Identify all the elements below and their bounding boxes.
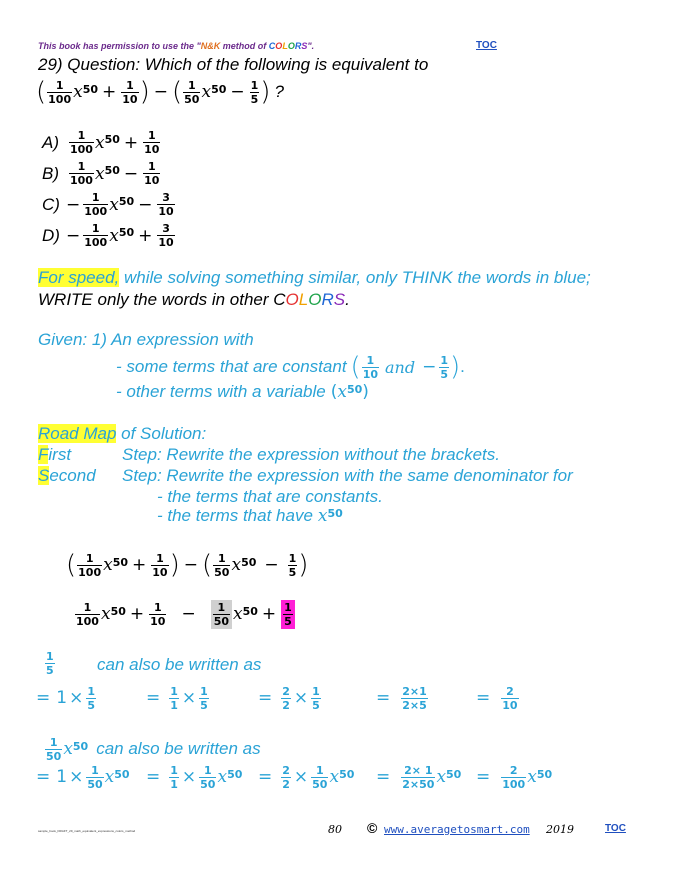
exponent: 50 xyxy=(104,133,120,146)
color-letter: R xyxy=(321,290,334,309)
write-text: WRITE only the words in other C xyxy=(38,290,286,309)
choice-letter: B) xyxy=(42,163,59,183)
choice-b[interactable] xyxy=(42,158,176,189)
operator: − xyxy=(138,194,153,215)
fraction: $\frac{1}{10}$ xyxy=(152,551,168,579)
footer-tiny-text: sample_book_DRAFT_29_math_equivalent_expressions_colors_method xyxy=(38,829,136,833)
variable-x: x xyxy=(94,132,105,153)
exponent: 50 xyxy=(327,506,343,520)
fraction: $\frac{3}{10}$ xyxy=(158,222,174,249)
paren: ( xyxy=(172,77,183,107)
rewrite2-step4: = $\frac{2\times 1}{2\times 50}$ x 50 xyxy=(376,763,462,791)
highlighted-fraction: $\frac{1}{5}$ xyxy=(281,600,295,629)
color-letter: O xyxy=(287,41,295,51)
variable-x: x xyxy=(337,382,347,402)
exponent: 50 xyxy=(346,382,363,396)
variable-x: x xyxy=(100,604,111,624)
rewrite2-step1: = 1 × $\frac{1}{50}$ x 50 xyxy=(36,763,130,791)
exponent: 50 xyxy=(112,555,129,569)
page-number: 80 xyxy=(328,823,342,836)
exponent: 50 xyxy=(72,739,89,753)
answer-choices xyxy=(42,127,176,251)
rewrite1-step1: = 1 × $\frac{1}{5}$ xyxy=(36,684,95,712)
roadmap-sub1: - the terms that are constants. xyxy=(157,487,383,506)
minus-sign: − xyxy=(181,604,196,624)
paren: ) xyxy=(139,77,150,107)
toc-link-bottom[interactable]: TOC xyxy=(605,823,626,834)
choice-c[interactable] xyxy=(42,189,176,220)
choice-letter: A) xyxy=(42,132,59,152)
work-line-2 xyxy=(74,597,296,631)
roadmap-title xyxy=(38,424,206,444)
rewrite1-step2: = $\frac{1}{1}$ × $\frac{1}{5}$ xyxy=(146,684,208,712)
fraction: $\frac{1}{5}$ xyxy=(250,78,259,106)
paren: ) xyxy=(450,352,461,382)
choice-d[interactable] xyxy=(42,220,176,251)
fraction: $\frac{1}{10}$ xyxy=(150,600,166,628)
variable-x: x xyxy=(201,82,212,102)
operator: + xyxy=(123,132,139,153)
work-line-1 xyxy=(66,548,308,582)
question-label: 29) Question: Which of the following is equivalent to xyxy=(38,55,429,74)
rewrite1-text: can also be written as xyxy=(97,655,262,674)
variable-x: x xyxy=(94,163,105,184)
paren: ) xyxy=(169,550,180,580)
second-rest: econd xyxy=(49,466,96,485)
color-letter: O xyxy=(308,290,322,309)
permission-prefix: This book has permission to use the " xyxy=(38,41,201,51)
variable-x: x xyxy=(63,739,73,759)
color-letter: L xyxy=(282,41,288,51)
rewrite2-steps xyxy=(36,760,656,794)
paren: ) xyxy=(260,77,271,107)
paren: ( xyxy=(350,352,361,382)
question-mark: ? xyxy=(274,82,284,101)
given-line-1: Given: 1) An expression with xyxy=(38,330,254,349)
variable-x: x xyxy=(109,225,119,246)
given-line-2: - some terms that are constant ( $\frac{1}{10}$ and − $\frac{1}{5}$ ) . xyxy=(116,352,465,382)
paren: ( xyxy=(66,550,77,580)
fraction: $\frac{1}{100}$ xyxy=(70,160,93,187)
color-letter: O xyxy=(285,290,299,309)
choice-letter: D) xyxy=(42,225,60,245)
minus-sign: − xyxy=(153,82,168,102)
toc-link-top[interactable]: TOC xyxy=(476,40,497,51)
fraction: $\frac{1}{100}$ xyxy=(48,78,72,106)
rewrite2-text: can also be written as xyxy=(96,739,261,758)
sub2-text: - the terms that have xyxy=(157,506,313,525)
minus-sign: − xyxy=(422,357,437,377)
given-text: - some terms that are constant xyxy=(116,357,347,376)
permission-note xyxy=(38,41,314,51)
fraction: $\frac{1}{100}$ xyxy=(70,129,93,156)
plus-sign: + xyxy=(261,604,277,624)
operator: − xyxy=(123,163,139,184)
first-highlight: F xyxy=(38,445,49,464)
rewrite2-step2: = $\frac{1}{1}$ × $\frac{1}{50}$ x 50 xyxy=(146,763,243,791)
exponent: 50 xyxy=(82,82,99,96)
exponent: 50 xyxy=(211,82,227,96)
given-line-3: - other terms with a variable ( x 50 ) xyxy=(116,382,369,402)
fraction: $\frac{1}{100}$ xyxy=(78,551,102,579)
period: . xyxy=(345,290,350,309)
speed-line-2 xyxy=(38,290,350,310)
variable-x: x xyxy=(73,82,83,102)
color-letter: L xyxy=(298,290,309,309)
rewrite1-steps xyxy=(36,681,636,715)
website-link[interactable]: www.averagetosmart.com xyxy=(384,823,530,836)
color-letter: S xyxy=(333,290,346,309)
exponent: 50 xyxy=(242,604,258,618)
paren: ( xyxy=(36,77,47,107)
exponent: 50 xyxy=(118,226,135,239)
fraction: $\frac{1}{10}$ xyxy=(144,129,160,156)
fraction: $\frac{1}{100}$ xyxy=(84,191,108,218)
minus-sign: − xyxy=(230,82,245,102)
rewrite1-step3: = $\frac{2}{2}$ × $\frac{1}{5}$ xyxy=(258,684,320,712)
plus-sign: + xyxy=(102,82,117,102)
method-of: method of xyxy=(220,41,269,51)
fraction: $\frac{1}{10}$ xyxy=(144,160,160,187)
variable-x: x xyxy=(317,506,328,526)
and-word: and xyxy=(385,357,416,377)
fraction: $\frac{1}{100}$ xyxy=(84,222,108,249)
roadmap-rest: of Solution: xyxy=(116,424,207,443)
speed-highlight: For speed, xyxy=(38,268,120,287)
nk-label: N&K xyxy=(200,41,221,51)
first-rest: irst xyxy=(48,445,72,464)
exponent: 50 xyxy=(110,604,126,618)
fraction: $\frac{1}{5}$ xyxy=(46,650,54,677)
variable-x: x xyxy=(109,194,119,215)
speed-rest: while solving something similar, only THINK the words in blue; xyxy=(119,268,591,287)
fraction: $\frac{1}{50}$ xyxy=(214,551,230,579)
operator: + xyxy=(138,225,153,246)
roadmap-step2: Step: Rewrite the expression with the same denominator for xyxy=(122,466,573,485)
roadmap-sub2 xyxy=(157,506,343,526)
rewrite1-header xyxy=(44,650,56,677)
plus-sign: + xyxy=(129,604,145,624)
plus-sign: + xyxy=(132,555,147,575)
highlighted-fraction: $\frac{1}{50}$ xyxy=(211,600,232,629)
rewrite1-step5: = $\frac{2}{10}$ xyxy=(476,684,518,712)
year: 2019 xyxy=(546,823,574,836)
minus-sign: − xyxy=(183,555,198,575)
choice-a[interactable] xyxy=(42,127,176,158)
paren: ( xyxy=(202,550,213,580)
choice-letter: C) xyxy=(42,194,60,214)
sign: − xyxy=(66,225,81,246)
color-letter: O xyxy=(275,41,283,51)
given-text: - other terms with a variable xyxy=(116,382,326,401)
color-letter: R xyxy=(294,41,302,51)
exponent: 50 xyxy=(104,164,120,177)
variable-x: x xyxy=(231,555,242,575)
permission-suffix: ". xyxy=(307,41,315,51)
fraction: $\frac{1}{10}$ xyxy=(362,353,379,381)
rewrite1-step4: = $\frac{2\times 1}{2\times 5}$ xyxy=(376,684,427,712)
fraction: $\frac{1}{10}$ xyxy=(122,78,138,106)
variable-x: x xyxy=(233,604,243,624)
color-letter: S xyxy=(301,41,308,51)
fraction: $\frac{1}{5}$ xyxy=(288,551,297,579)
fraction: $\frac{1}{50}$ xyxy=(46,735,62,763)
minus-sign: − xyxy=(264,555,279,575)
roadmap-second xyxy=(38,466,96,486)
exponent: 50 xyxy=(241,555,257,569)
color-letter: C xyxy=(268,41,276,51)
fraction: $\frac{1}{50}$ xyxy=(184,78,200,106)
variable-x: x xyxy=(103,555,113,575)
fraction: $\frac{1}{100}$ xyxy=(76,600,99,628)
sign: − xyxy=(66,194,81,215)
fraction: $\frac{1}{5}$ xyxy=(440,353,449,381)
roadmap-step1: Step: Rewrite the expression without the brackets. xyxy=(122,445,500,464)
paren: ) xyxy=(298,550,309,580)
exponent: 50 xyxy=(118,195,135,208)
roadmap-first xyxy=(38,445,71,465)
second-highlight: S xyxy=(38,466,50,485)
question-expression xyxy=(36,75,284,109)
roadmap-highlight: Road Map xyxy=(38,424,117,443)
speed-line-1 xyxy=(38,268,591,288)
fraction: $\frac{3}{10}$ xyxy=(158,191,174,218)
rewrite2-step5: = $\frac{2}{100}$ x 50 xyxy=(476,763,553,791)
rewrite2-step3: = $\frac{2}{2}$ × $\frac{1}{50}$ x 50 xyxy=(258,763,355,791)
copyright-icon: © xyxy=(367,820,378,836)
